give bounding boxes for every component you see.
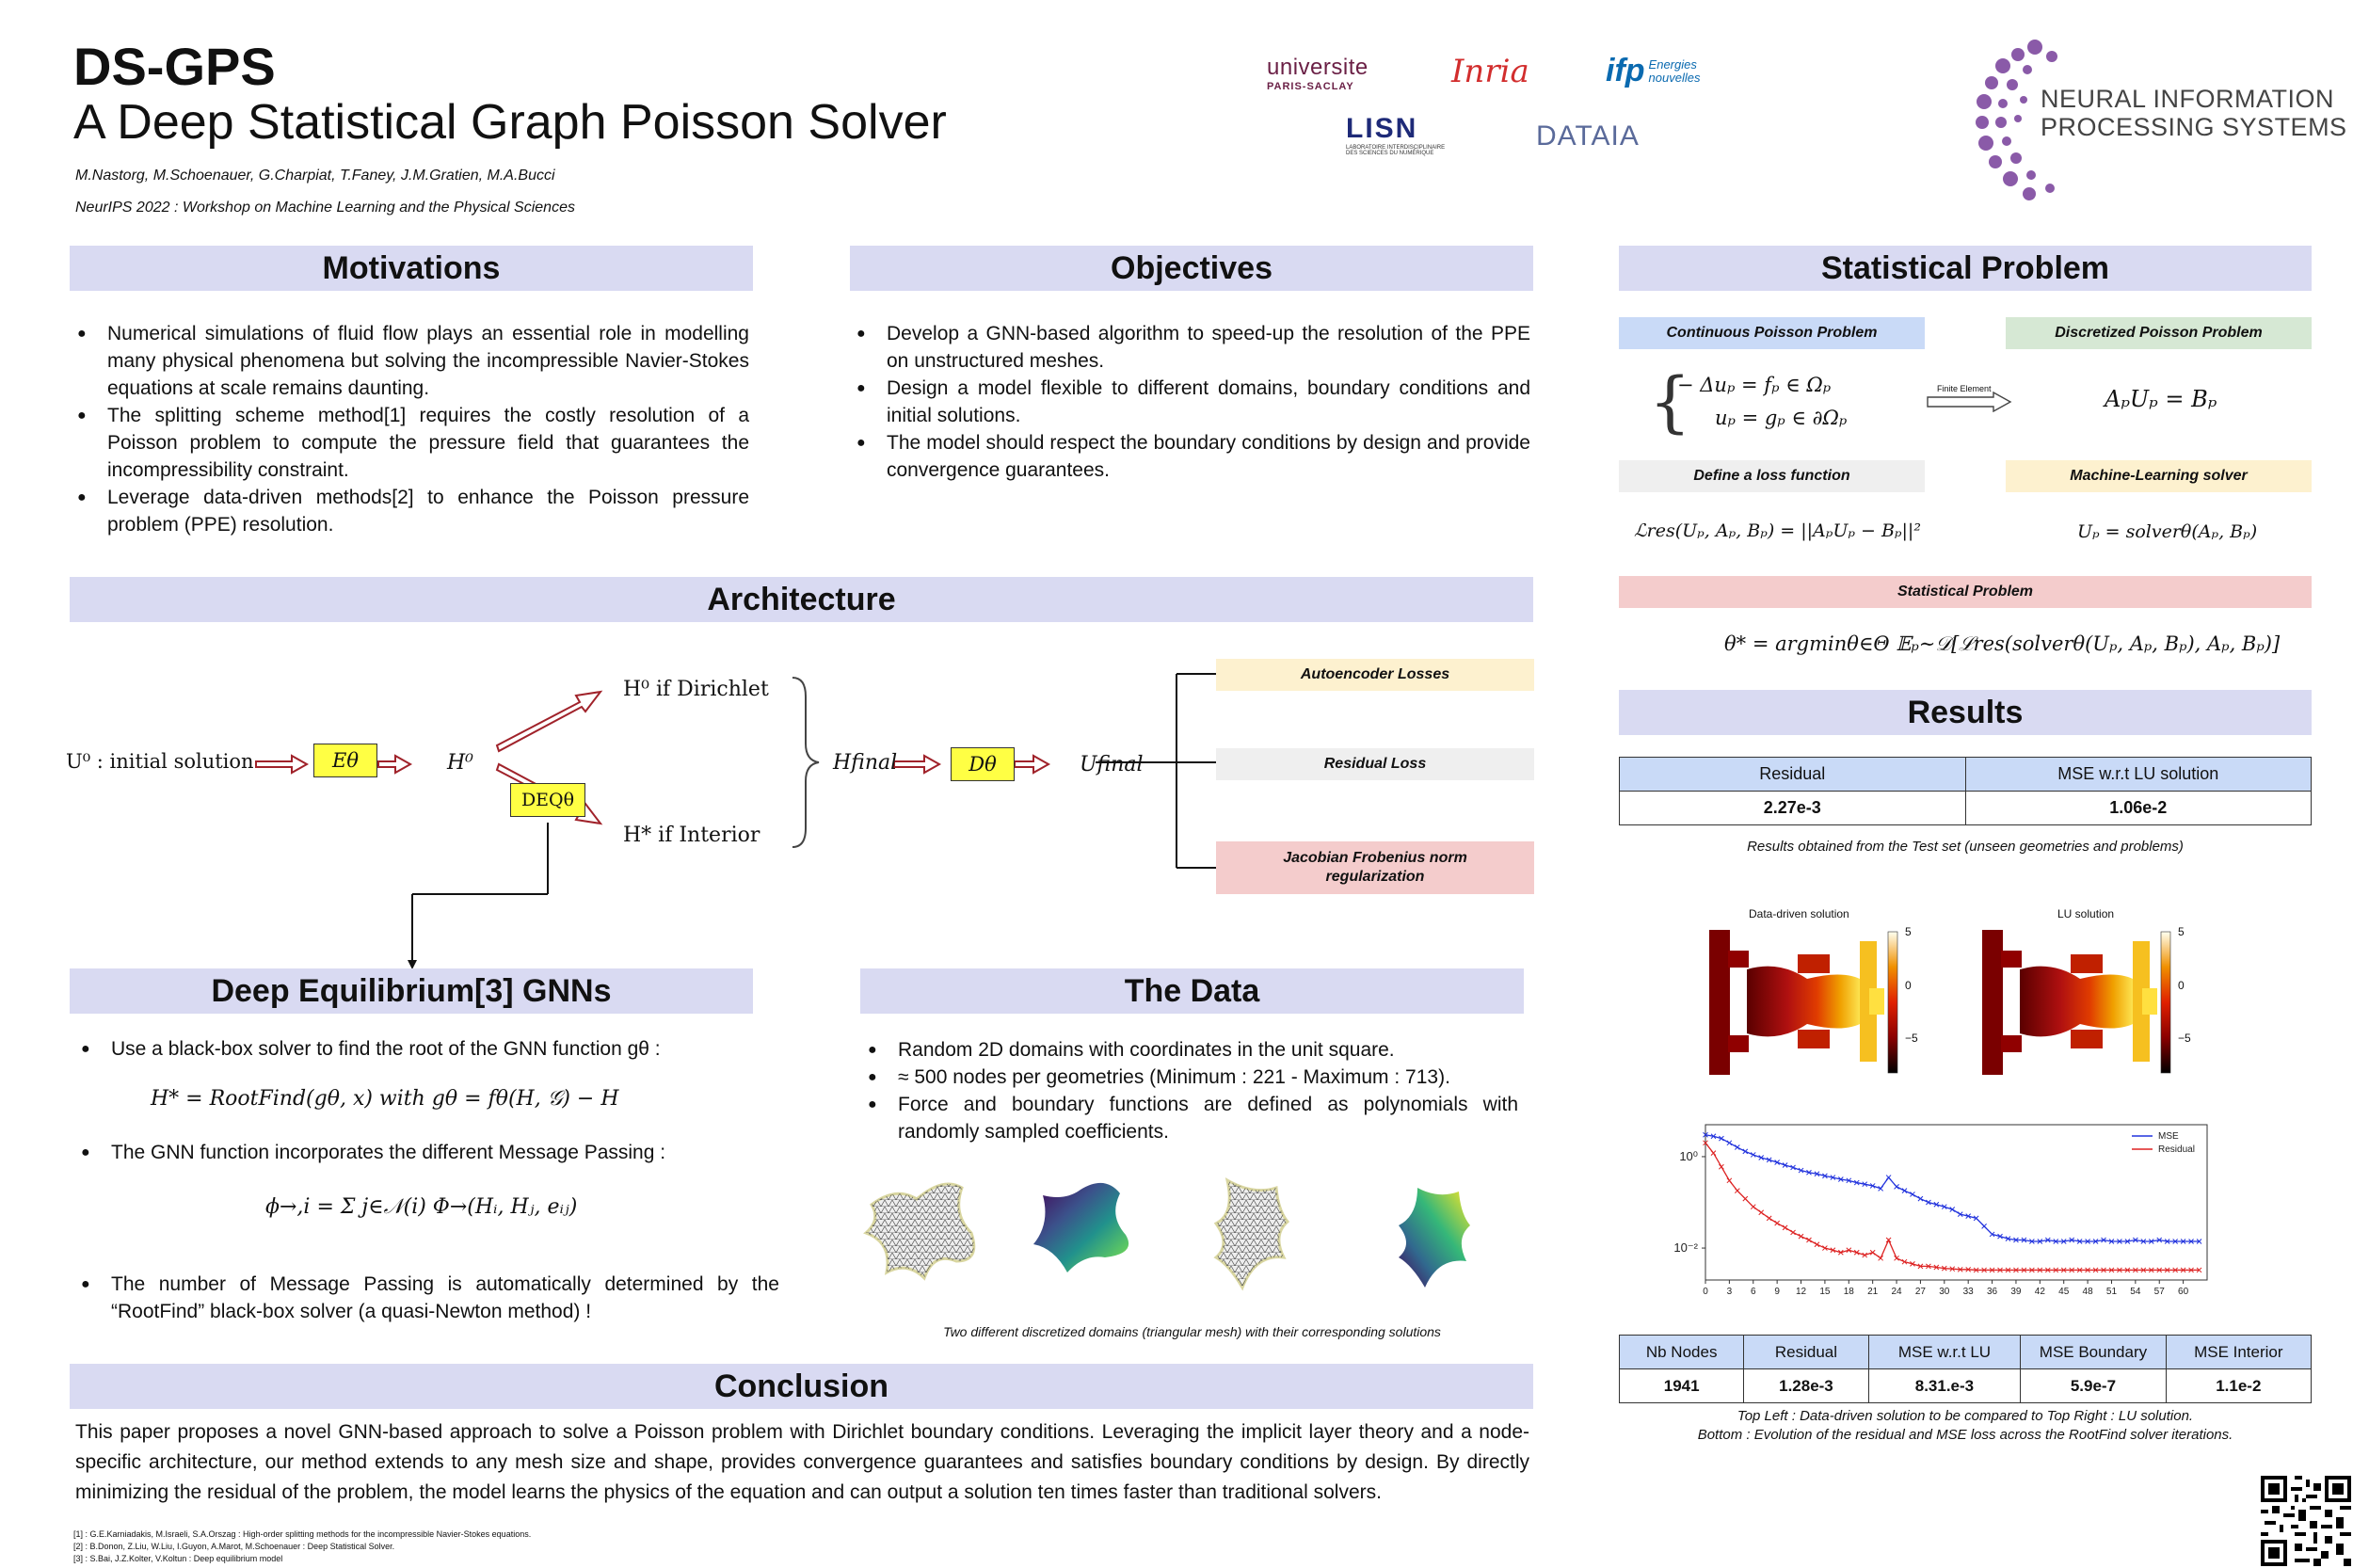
x-tick-label: 54 (2130, 1287, 2141, 1297)
x-tick-label: 45 (2058, 1287, 2070, 1297)
t2-value-mse-boundary: 5.9e-7 (2021, 1369, 2166, 1403)
cbar2-tick-m5: −5 (2178, 1032, 2191, 1045)
deq-item-1: ● Use a black-box solver to find the root of the GNN function gθ : (77, 1035, 779, 1063)
x-tick-label: 60 (2178, 1287, 2189, 1297)
deq-eq-rootfind: H* = RootFind(gθ, x) with gθ = fθ(H, 𝒢) − H (151, 1087, 619, 1111)
arch-hstar-interior: H* if Interior (623, 824, 760, 847)
objectives-list (853, 320, 1530, 484)
heatmap-title-2: LU solution (2057, 907, 2115, 920)
objective-item-1: ● Develop a GNN-based algorithm to speed-up the resolution of the PPE on unstructured meshes. (853, 320, 1530, 375)
deq-list-2 (77, 1139, 779, 1166)
y-tick-label: 10⁰ (1679, 1148, 1698, 1163)
x-tick-label: 18 (1843, 1287, 1854, 1297)
neurips-logo-text1: NEURAL INFORMATION (2041, 85, 2335, 113)
results-table-2 (1619, 1335, 2312, 1403)
x-tick-label: 0 (1703, 1287, 1708, 1297)
deq-list-3 (77, 1271, 779, 1325)
objectives-heading: Objectives (850, 246, 1533, 291)
arch-h0: H⁰ (447, 751, 474, 775)
x-tick-label: 30 (1939, 1287, 1950, 1297)
t1-value-residual: 2.27e-3 (1620, 792, 1966, 825)
reference-3: [3] : S.Bai, J.Z.Kolter, V.Koltun : Deep equilibrium model (73, 1554, 283, 1563)
eq-continuous-2: uₚ = gₚ ∈ ∂Ωₚ (1715, 407, 1848, 429)
x-tick-label: 15 (1819, 1287, 1831, 1297)
legend-label-residual: Residual (2158, 1144, 2195, 1155)
architecture-heading: Architecture (70, 577, 1533, 622)
logo-lisn-sub1: LABORATOIRE INTERDISCIPLINAIRE (1346, 145, 1446, 151)
tag-stat-problem: Statistical Problem (1619, 576, 2312, 608)
cbar1-tick-0: 0 (1905, 979, 1912, 992)
finite-element-arrow (1926, 392, 2012, 412)
logo-ifp-word1: Energies (1648, 56, 1697, 72)
arch-ufinal: Ufinal (1080, 753, 1144, 776)
references (73, 1528, 531, 1565)
arch-u0: U⁰ : initial solution (66, 750, 254, 773)
loss-residual: Residual Loss (1216, 748, 1534, 780)
x-tick-label: 57 (2153, 1287, 2165, 1297)
t2-header-nodes: Nb Nodes (1620, 1336, 1744, 1369)
legend-label-mse: MSE (2158, 1131, 2179, 1142)
deq-heading-text: Deep Equilibrium[3] GNNs (211, 972, 612, 1009)
logo-ifp-word2: nouvelles (1648, 70, 1701, 85)
logo-dataia: DATAIA (1536, 120, 1640, 152)
data-caption: Two different discretized domains (triangular mesh) with their corresponding solutions (943, 1324, 1441, 1339)
data-item-1: ● Random 2D domains with coordinates in the unit square. (864, 1036, 1518, 1064)
t2-header-mse-boundary: MSE Boundary (2021, 1336, 2166, 1369)
logo-inria: Inria (1451, 53, 1529, 90)
authors: M.Nastorg, M.Schoenauer, G.Charpiat, T.Faney, J.M.Gratien, M.A.Bucci (75, 168, 555, 184)
title-line1: DS-GPS (73, 37, 276, 96)
heatmap-figure (1704, 922, 2231, 1101)
eq-argmin: θ* = argminθ∈Θ 𝔼ₚ∼𝒟[ℒres(solverθ(Uₚ, Aₚ, Bₚ), Aₚ, Bₚ)] (1724, 632, 2281, 655)
logo-paris-saclay (1267, 55, 1389, 92)
x-tick-label: 21 (1867, 1287, 1879, 1297)
eq-solver: Uₚ = solverθ(Aₚ, Bₚ) (2077, 521, 2258, 542)
objective-item-2: ● Design a model flexible to different domains, boundary conditions and initial solutions. (853, 375, 1530, 429)
eq-discretized: AₚUₚ = Bₚ (2105, 386, 2217, 412)
deq-heading (70, 968, 753, 1014)
x-tick-label: 42 (2034, 1287, 2045, 1297)
arch-deq-box: DEQθ (510, 783, 585, 817)
x-tick-label: 3 (1726, 1287, 1733, 1297)
data-list (864, 1036, 1518, 1145)
results-heading: Results (1619, 690, 2312, 735)
results-caption-1: Results obtained from the Test set (unseen geometries and problems) (1747, 839, 2184, 855)
conclusion-heading: Conclusion (70, 1364, 1533, 1409)
motivations-list (73, 320, 749, 538)
eq-loss: ℒres(Uₚ, Aₚ, Bₚ) = ||AₚUₚ − Bₚ||² (1634, 520, 1921, 541)
loss-jacobian: Jacobian Frobenius norm regularization (1216, 841, 1534, 894)
data-item-3: ● Force and boundary functions are defined as polynomials with randomly sampled coefficients. (864, 1091, 1518, 1145)
domain-solution-1 (1033, 1183, 1128, 1272)
t1-header-mse: MSE w.r.t LU solution (1965, 758, 2312, 792)
tag-loss-function: Define a loss function (1619, 460, 1925, 492)
deq-item-2: ● The GNN function incorporates the different Message Passing : (77, 1139, 779, 1166)
x-tick-label: 33 (1962, 1287, 1974, 1297)
title-line2: A Deep Statistical Graph Poisson Solver (73, 95, 947, 150)
finite-element-label: Finite Element (1937, 384, 1992, 393)
results-caption-2a: Top Left : Data-driven solution to be compared to Top Right : LU solution. (1737, 1408, 2194, 1424)
motivation-item-3: ● Leverage data-driven methods[2] to enhance the Poisson pressure problem (PPE) resolution. (73, 484, 749, 538)
deq-eq-message: ϕ→,i = Σ j∈𝒩(i) Φ→(Hᵢ, Hⱼ, eᵢⱼ) (265, 1195, 578, 1219)
tag-discretized: Discretized Poisson Problem (2006, 317, 2312, 349)
motivation-item-1: ● Numerical simulations of fluid flow plays an essential role in modelling many physical phenomena but solving the incompressible Navier-Stokes equations at scale remains daunting. (73, 320, 749, 402)
t2-header-mse-lu: MSE w.r.t LU (1868, 1336, 2021, 1369)
reference-1: [1] : G.E.Karniadakis, M.Israeli, S.A.Orszag : High-order splitting methods for the incompressible Navier-Stokes equations. (73, 1529, 532, 1539)
qr-code-icon[interactable] (2261, 1476, 2351, 1566)
x-tick-label: 39 (2010, 1287, 2022, 1297)
chart-frame (1705, 1125, 2207, 1280)
t2-header-mse-interior: MSE Interior (2166, 1336, 2311, 1369)
t1-header-residual: Residual (1620, 758, 1966, 792)
cbar1-tick-m5: −5 (1905, 1032, 1918, 1045)
conclusion-text: This paper proposes a novel GNN-based approach to solve a Poisson problem with Dirichlet boundary conditions. Leveraging the implicit layer theory and a node-specific architecture, our method extends to any mesh size and shape, provides convergence guarantees and satisfies boundary conditions by design. By directly minimizing the residual of the problem, the model learns the physics of the equation and can output a solution ten times faster than traditional solvers. (75, 1421, 1529, 1503)
convergence-chart (1600, 1115, 2221, 1304)
neurips-logo-text2: PROCESSING SYSTEMS (2041, 113, 2347, 141)
logo-lisn-sub2: DES SCIENCES DU NUMÉRIQUE (1346, 151, 1434, 156)
x-tick-label: 24 (1891, 1287, 1902, 1297)
domain-solution-2 (1399, 1188, 1470, 1288)
arch-e-box: Eθ (313, 744, 377, 777)
motivations-heading: Motivations (70, 246, 753, 291)
statistical-heading: Statistical Problem (1619, 246, 2312, 291)
results-table-1 (1619, 757, 2312, 825)
arch-d-box: Dθ (951, 747, 1015, 781)
eq-continuous-1: − Δuₚ = fₚ ∈ Ωₚ (1677, 374, 1832, 396)
x-tick-label: 36 (1987, 1287, 1998, 1297)
venue: NeurIPS 2022 : Workshop on Machine Learning and the Physical Sciences (75, 200, 575, 216)
t2-value-residual: 1.28e-3 (1744, 1369, 1868, 1403)
y-tick-label: 10⁻² (1673, 1240, 1698, 1256)
loss-autoencoder: Autoencoder Losses (1216, 659, 1534, 691)
x-tick-label: 51 (2105, 1287, 2118, 1297)
data-item-2: ● ≈ 500 nodes per geometries (Minimum : 221 - Maximum : 713). (864, 1064, 1518, 1091)
results-caption-2b: Bottom : Evolution of the residual and MSE loss across the RootFind solver iterations. (1697, 1427, 2233, 1443)
objective-item-3: ● The model should respect the boundary conditions by design and provide convergence guarantees. (853, 429, 1530, 484)
x-tick-label: 27 (1914, 1287, 1926, 1297)
arch-hfinal: Hfinal (833, 751, 898, 775)
deq-list-1 (77, 1035, 779, 1063)
t1-value-mse: 1.06e-2 (1965, 792, 2312, 825)
logo-ifp-mark: ifp (1606, 53, 1645, 88)
logo-saclay-text: universite (1267, 55, 1369, 80)
motivation-item-2: ● The splitting scheme method[1] requires the costly resolution of a Poisson problem to compute the pressure field that guarantees the incompressibility constraint. (73, 402, 749, 484)
x-tick-label: 12 (1795, 1287, 1807, 1297)
tag-ml-solver: Machine-Learning solver (2006, 460, 2312, 492)
x-tick-label: 48 (2082, 1287, 2093, 1297)
reference-2: [2] : B.Donon, Z.Liu, W.Liu, I.Guyon, A.Marot, M.Schoenauer : Deep Statistical Solver. (73, 1542, 395, 1551)
x-tick-label: 6 (1750, 1287, 1756, 1297)
data-heading: The Data (860, 968, 1524, 1014)
x-tick-label: 9 (1774, 1287, 1780, 1297)
cbar2-tick-5: 5 (2178, 925, 2185, 938)
cbar1-tick-5: 5 (1905, 925, 1912, 938)
tag-continuous: Continuous Poisson Problem (1619, 317, 1925, 349)
cbar2-tick-0: 0 (2178, 979, 2185, 992)
data-domains-figure (858, 1167, 1536, 1299)
t2-header-residual: Residual (1744, 1336, 1868, 1369)
logo-lisn (1346, 113, 1478, 156)
logo-saclay-sub: PARIS-SACLAY (1267, 81, 1354, 92)
t2-value-mse-lu: 8.31.e-3 (1868, 1369, 2021, 1403)
t2-value-mse-interior: 1.1e-2 (2166, 1369, 2311, 1403)
arch-h0-dirichlet: H⁰ if Dirichlet (623, 678, 769, 701)
logo-lisn-text: LISN (1346, 113, 1418, 144)
deq-item-3: ● The number of Message Passing is automatically determined by the “RootFind” black-box solver (a quasi-Newton method) ! (77, 1271, 779, 1325)
t2-value-nodes: 1941 (1620, 1369, 1744, 1403)
heatmap-title-1: Data-driven solution (1749, 907, 1849, 920)
brace-left: { (1649, 363, 1691, 440)
logo-ifp (1606, 53, 1700, 89)
